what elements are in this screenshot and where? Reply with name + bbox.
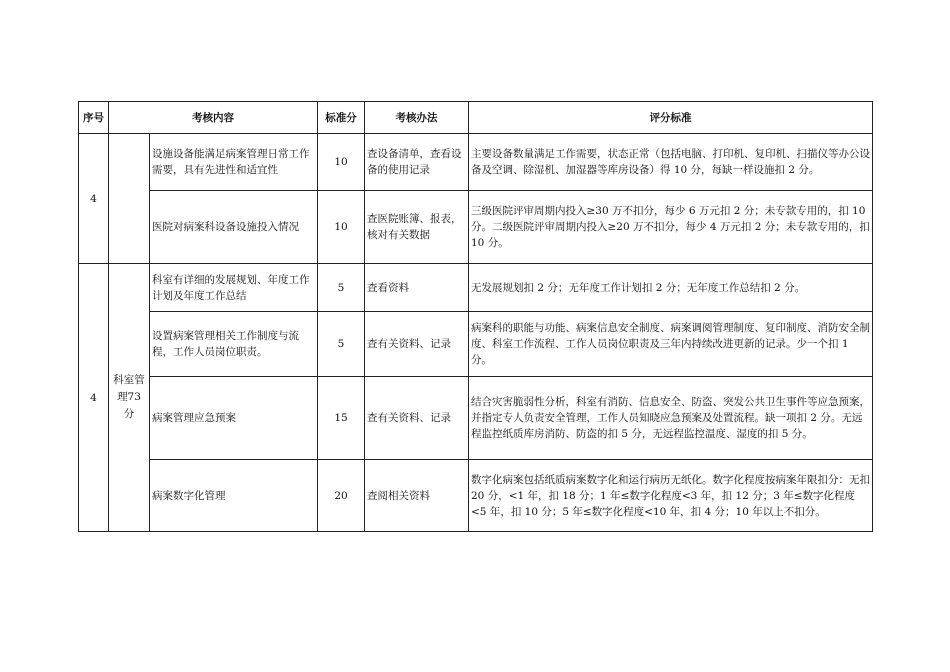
header-score: 标准分 [318,102,365,134]
row-category: 科室管理73 分 [109,264,150,532]
row-content: 科室有详细的发展规划、年度工作计划及年度工作总结 [150,264,318,312]
row-score: 15 [318,377,365,460]
row-method: 查阅相关资料 [365,460,469,532]
row-criteria: 结合灾害脆弱性分析，科室有消防、信息安全、防盗、突发公共卫生事件等应急预案，并指定专人负责安全管理，工作人员知晓应急预案及处置流程。缺一项扣 2 分。无远程监控纸质库房消防、防盗的扣 5 分，无远程监控温度、湿度的扣 5 分。 [469,377,873,460]
row-method: 查有关资料、记录 [365,377,469,460]
row-criteria: 主要设备数量满足工作需要，状态正常（包括电脑、打印机、复印机、扫描仪等办公设备及空调、除湿机、加湿器等库房设备）得 10 分，每缺一样设施扣 2 分。 [469,134,873,191]
row-criteria: 病案科的职能与功能、病案信息安全制度、病案调阅管理制度、复印制度、消防安全制度、科室工作流程、工作人员岗位职责及三年内持续改进更新的记录。少一个扣 1 分。 [469,312,873,377]
row-criteria: 三级医院评审周期内投入≥30 万不扣分，每少 6 万元扣 2 分；未专款专用的，扣 10 分。二级医院评审周期内投入≥20 万不扣分，每少 4 万元扣 2 分；未专款专用的，扣 10 分。 [469,191,873,264]
table-row [79,134,873,191]
row-score: 20 [318,460,365,532]
header-criteria: 评分标准 [469,102,873,134]
table-row [79,460,873,532]
row-score: 5 [318,264,365,312]
assessment-table [78,101,873,532]
row-content: 病案数字化管理 [150,460,318,532]
row-score: 5 [318,312,365,377]
row-method: 查有关资料、记录 [365,312,469,377]
row-index: 4 [79,134,109,264]
row-category [109,134,150,264]
row-score: 10 [318,134,365,191]
table-row [79,264,873,312]
row-content: 设置病案管理相关工作制度与流程，工作人员岗位职责。 [150,312,318,377]
row-content: 医院对病案科设备设施投入情况 [150,191,318,264]
row-method: 查设备清单，查看设备的使用记录 [365,134,469,191]
row-method: 查看资料 [365,264,469,312]
row-score: 10 [318,191,365,264]
table-row [79,312,873,377]
header-method: 考核办法 [365,102,469,134]
header-content: 考核内容 [109,102,318,134]
table-row [79,191,873,264]
header-row [79,102,873,134]
row-criteria: 数字化病案包括纸质病案数字化和运行病历无纸化。数字化程度按病案年限扣分：无扣 20 分，<1 年，扣 18 分；1 年≤数字化程度<3 年，扣 12 分；3 年≤数字化程度<5 年，扣 10 分；5 年≤数字化程度<10 年，扣 4 分；10 年以上不扣分。 [469,460,873,532]
table-row [79,377,873,460]
row-criteria: 无发展规划扣 2 分；无年度工作计划扣 2 分；无年度工作总结扣 2 分。 [469,264,873,312]
row-method: 查医院账簿、报表，核对有关数据 [365,191,469,264]
header-index: 序号 [79,102,109,134]
row-content: 病案管理应急预案 [150,377,318,460]
row-index: 4 [79,264,109,532]
row-content: 设施设备能满足病案管理日常工作需要，具有先进性和适宜性 [150,134,318,191]
